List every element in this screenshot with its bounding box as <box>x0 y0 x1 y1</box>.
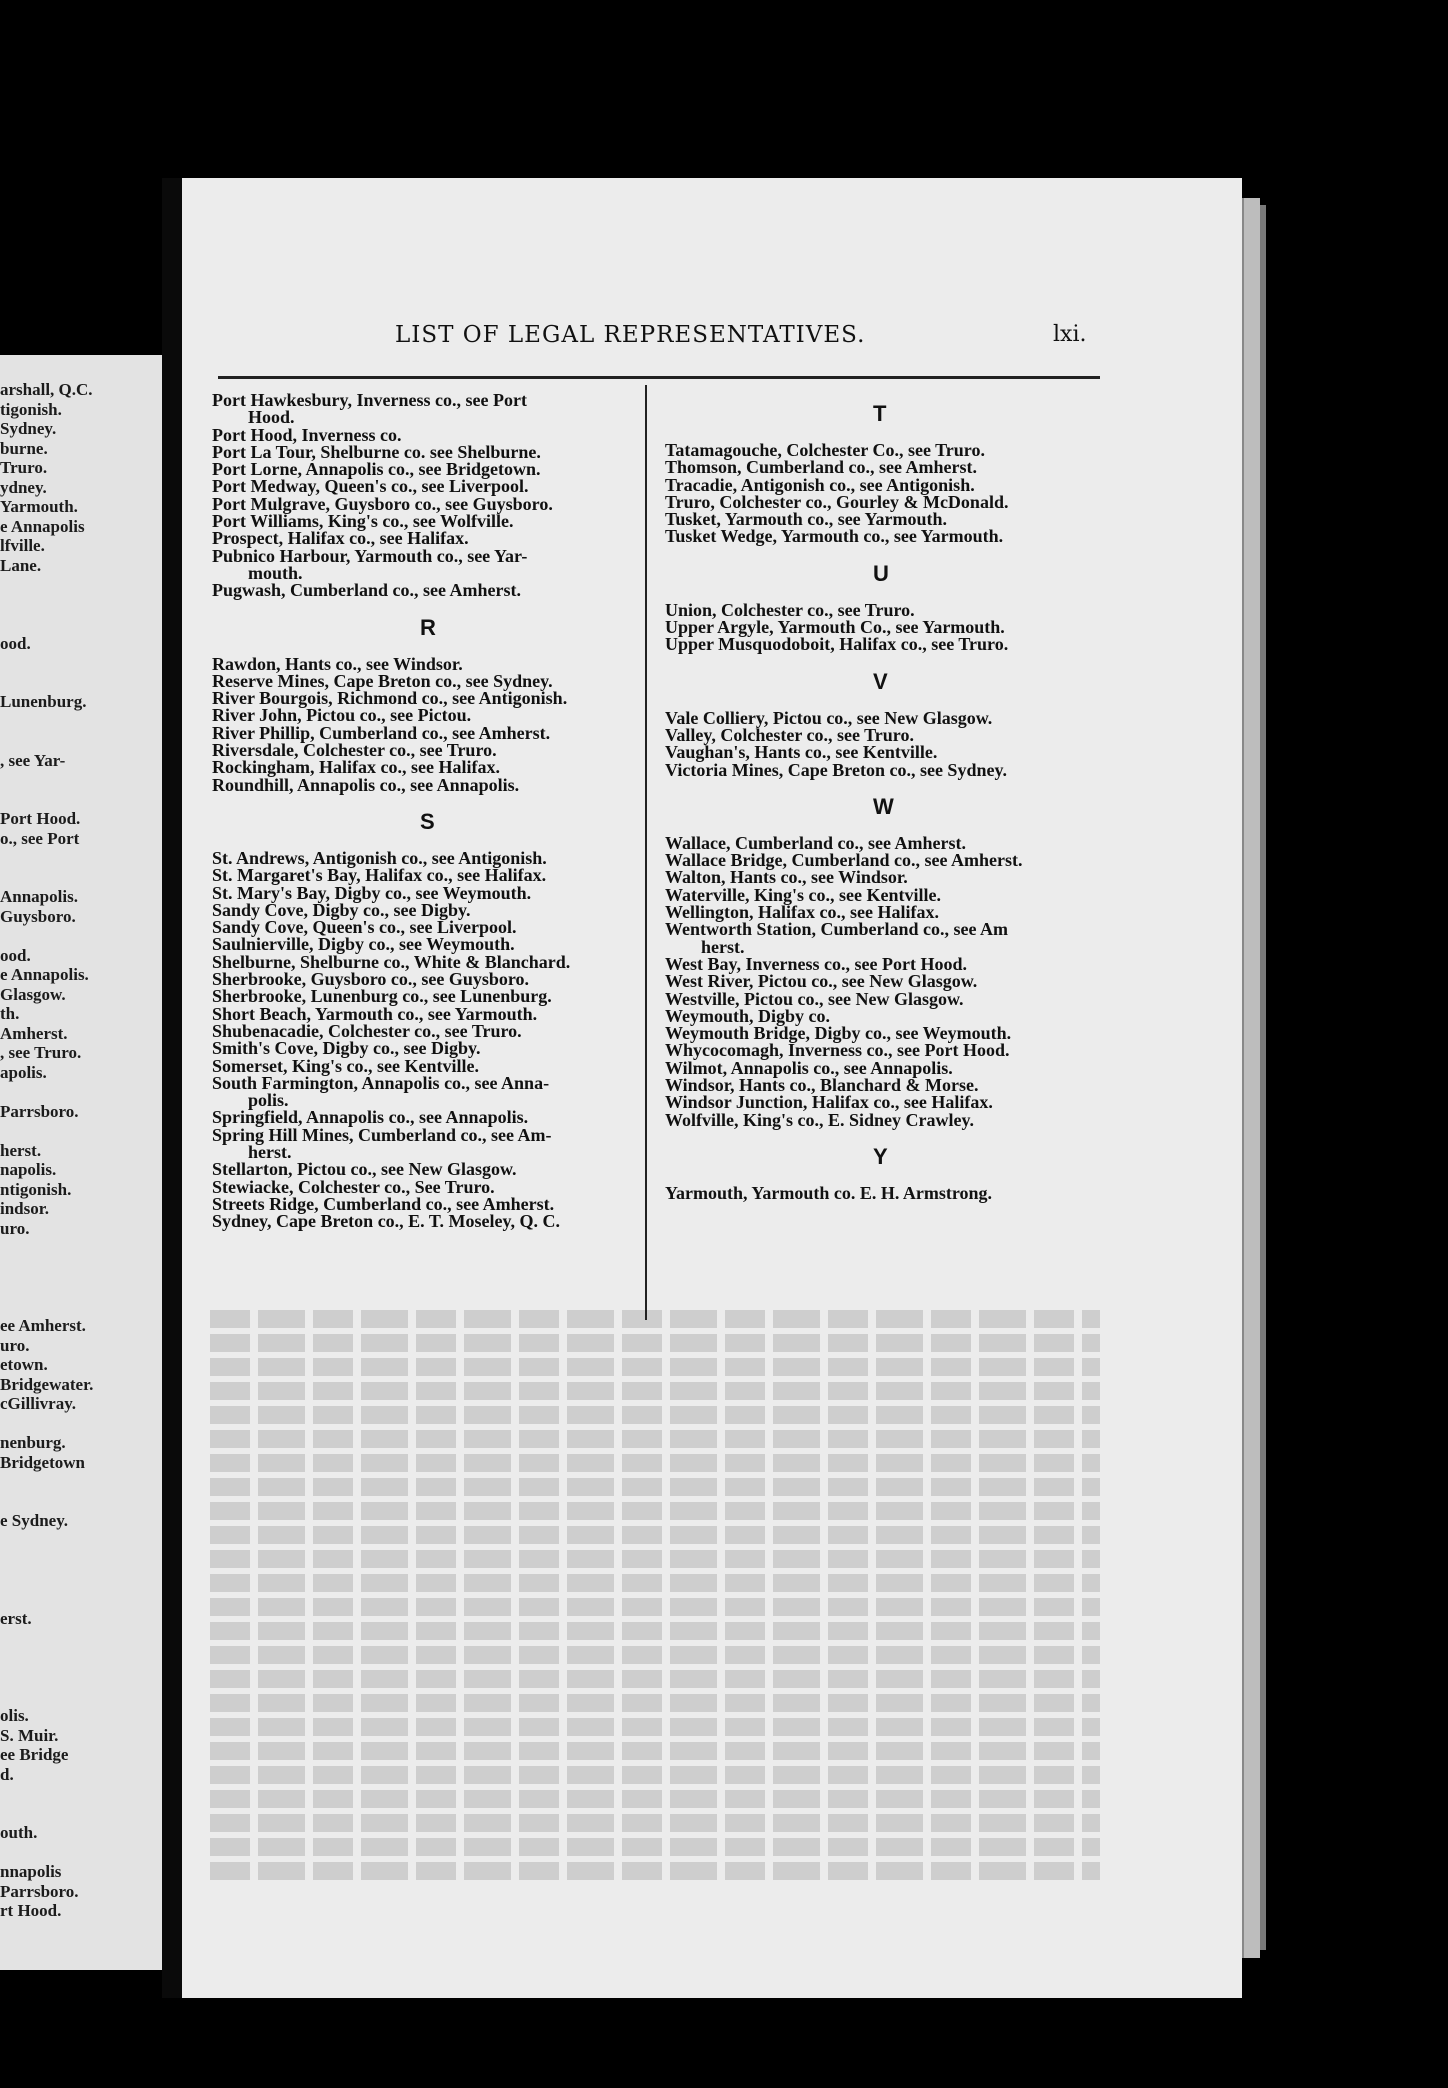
bleed-through-line <box>210 1622 1100 1640</box>
entry-text: Port Hawkesbury, Inverness co., see Port <box>212 390 527 410</box>
facing-page-line: arshall, Q.C. <box>0 380 93 399</box>
entry-text: Wentworth Station, Cumberland co., see Am <box>665 919 1008 940</box>
section-letter: U <box>873 560 889 586</box>
directory-entry <box>212 1213 642 1230</box>
entry-text: Springfield, Annapolis co., see Annapolis. <box>212 1107 529 1128</box>
facing-page-line: ood. <box>0 633 31 653</box>
facing-page-line: Sydney. <box>0 419 57 438</box>
facing-page-line: uro. <box>0 1335 30 1355</box>
directory-entry <box>212 582 642 599</box>
entry-text: Port Medway, Queen's co., see Liverpool. <box>212 476 529 497</box>
entry-text: Streets Ridge, Cumberland co., see Amherst. <box>212 1193 555 1214</box>
entry-text: Yarmouth, Yarmouth co. E. H. Armstrong. <box>665 1182 992 1203</box>
entry-text: St. Andrews, Antigonish co., see Antigonish. <box>212 847 547 868</box>
entry-text: Walton, Hants co., see Windsor. <box>665 867 908 888</box>
bleed-through-line <box>210 1838 1100 1856</box>
entry-text: Pugwash, Cumberland co., see Amherst. <box>212 580 521 601</box>
column-right <box>665 386 1105 1202</box>
facing-page-line: e Sydney. <box>0 1511 69 1530</box>
facing-page-line: burne. <box>0 438 48 458</box>
directory-entry <box>212 1072 642 1111</box>
facing-page-line: nnapolis <box>0 1862 62 1881</box>
bleed-through-line <box>210 1766 1100 1784</box>
facing-page-line: Guysboro. <box>0 906 76 926</box>
facing-page-line: indsor. <box>0 1199 49 1218</box>
entry-text: Victoria Mines, Cape Breton co., see Sydney. <box>665 759 1007 780</box>
page-number: lxi. <box>1053 322 1087 347</box>
directory-entry <box>212 1124 642 1162</box>
entry-text: Smith's Cove, Digby co., see Digby. <box>212 1038 481 1059</box>
entry-text: Upper Argyle, Yarmouth Co., see Yarmouth. <box>665 617 1005 638</box>
facing-page-line: nenburg. <box>0 1433 66 1452</box>
facing-page-line: etown. <box>0 1355 48 1374</box>
facing-page-line: , see Yar- <box>0 750 66 770</box>
facing-page-line: cGillivray. <box>0 1394 77 1413</box>
facing-page-line: apolis. <box>0 1062 47 1082</box>
entry-text: Tracadie, Antigonish co., see Antigonish. <box>665 474 975 495</box>
entry-text: Vaughan's, Hants co., see Kentville. <box>665 742 938 763</box>
entry-continuation: herst. <box>248 1141 292 1162</box>
entry-text: Thomson, Cumberland co., see Amherst. <box>665 457 978 478</box>
entry-text: Weymouth, Digby co. <box>665 1005 831 1026</box>
entry-text: St. Mary's Bay, Digby co., see Weymouth. <box>212 882 532 903</box>
bleed-through-line <box>210 1430 1100 1448</box>
entry-text: River Phillip, Cumberland co., see Amherst. <box>212 722 551 743</box>
entry-text: South Farmington, Annapolis co., see Anna- <box>212 1072 550 1093</box>
directory-entry <box>665 1109 1105 1130</box>
entry-text: Wolfville, King's co., E. Sidney Crawley. <box>665 1109 975 1130</box>
entry-text: Waterville, King's co., see Kentville. <box>665 884 941 905</box>
entry-text: Upper Musquodoboit, Halifax co., see Truro. <box>665 634 1009 655</box>
bleed-through-line <box>210 1550 1100 1568</box>
entry-text: Tatamagouche, Colchester Co., see Truro. <box>665 440 985 460</box>
entry-text: Rawdon, Hants co., see Windsor. <box>212 653 463 674</box>
directory-entry <box>665 636 1105 653</box>
page-title: LIST OF LEGAL REPRESENTATIVES. <box>395 322 866 348</box>
entry-text: Wallace Bridge, Cumberland co., see Amherst. <box>665 850 1023 871</box>
facing-page-line: ntigonish. <box>0 1179 72 1199</box>
directory-entry <box>665 1182 1105 1203</box>
entry-text: Whycocomagh, Inverness co., see Port Hood. <box>665 1040 1010 1061</box>
facing-page-line: th. <box>0 1004 20 1023</box>
entry-text: Roundhill, Annapolis co., see Annapolis. <box>212 774 520 795</box>
bleed-through-line <box>210 1334 1100 1352</box>
section-letter: V <box>873 668 888 694</box>
entry-text: River Bourgois, Richmond co., see Antigonish. <box>212 688 568 709</box>
bleed-through-line <box>210 1670 1100 1688</box>
entry-text: Windsor Junction, Halifax co., see Halifax. <box>665 1092 993 1113</box>
entry-text: Tusket, Yarmouth co., see Yarmouth. <box>665 509 948 530</box>
facing-page-line: tigonish. <box>0 399 62 419</box>
entry-text: Shubenacadie, Colchester co., see Truro. <box>212 1020 522 1041</box>
directory-entry <box>212 545 642 583</box>
entry-text: Vale Colliery, Pictou co., see New Glasgow. <box>665 707 993 728</box>
facing-page-line: ee Amherst. <box>0 1316 86 1335</box>
entry-text: Prospect, Halifax co., see Halifax. <box>212 528 469 549</box>
entry-text: Weymouth Bridge, Digby co., see Weymouth. <box>665 1023 1012 1044</box>
bleed-through-line <box>210 1382 1100 1400</box>
entry-text: Port La Tour, Shelburne co. see Shelburne. <box>212 441 541 462</box>
entry-text: Saulnierville, Digby co., see Weymouth. <box>212 934 515 955</box>
facing-page-line: rt Hood. <box>0 1901 62 1920</box>
facing-page-line: Parrsboro. <box>0 1881 79 1901</box>
page-edge <box>1242 198 1260 1958</box>
facing-page-line: Annapolis. <box>0 887 78 906</box>
bleed-through-text <box>210 1310 1100 1910</box>
header-rule <box>218 376 1100 379</box>
bleed-through-line <box>210 1718 1100 1736</box>
entry-text: Sydney, Cape Breton co., E. T. Moseley, Q. C. <box>212 1211 561 1232</box>
bleed-through-line <box>210 1454 1100 1472</box>
entry-text: Wellington, Halifax co., see Halifax. <box>665 902 939 923</box>
bleed-through-line <box>210 1742 1100 1760</box>
entry-text: Reserve Mines, Cape Breton co., see Sydney. <box>212 670 553 691</box>
entry-text: Shelburne, Shelburne co., White & Blanchard. <box>212 951 571 972</box>
facing-page-line: ee Bridge <box>0 1745 69 1764</box>
entry-continuation: polis. <box>248 1090 289 1111</box>
directory-entry <box>212 392 642 427</box>
facing-page-line: herst. <box>0 1140 42 1160</box>
facing-page-fragment <box>0 355 162 1970</box>
entry-text: Stellarton, Pictou co., see New Glasgow. <box>212 1159 517 1180</box>
facing-page-line: ood. <box>0 945 31 965</box>
entry-text: Somerset, King's co., see Kentville. <box>212 1055 479 1076</box>
facing-page-line: olis. <box>0 1706 29 1725</box>
facing-page-line: Bridgewater. <box>0 1374 94 1394</box>
facing-page-line: napolis. <box>0 1160 57 1179</box>
facing-page-line: Lunenburg. <box>0 692 87 711</box>
directory-entry <box>665 528 1105 545</box>
facing-page-line: erst. <box>0 1608 32 1628</box>
facing-page-line: Amherst. <box>0 1023 68 1043</box>
entry-continuation: herst. <box>701 936 745 957</box>
bleed-through-line <box>210 1358 1100 1376</box>
entry-text: Sandy Cove, Queen's co., see Liverpool. <box>212 917 517 938</box>
entry-continuation: mouth. <box>248 562 303 583</box>
entry-text: Valley, Colchester co., see Truro. <box>665 724 914 745</box>
bleed-through-line <box>210 1694 1100 1712</box>
facing-page-line: Parrsboro. <box>0 1101 79 1121</box>
facing-page-line: ydney. <box>0 477 47 497</box>
entry-text: Truro, Colchester co., Gourley & McDonald. <box>665 491 1009 512</box>
facing-page-line: d. <box>0 1764 14 1784</box>
entry-text: Wallace, Cumberland co., see Amherst. <box>665 832 966 853</box>
entry-text: Union, Colchester co., see Truro. <box>665 599 915 620</box>
bleed-through-line <box>210 1862 1100 1880</box>
entry-text: Stewiacke, Colchester co., See Truro. <box>212 1176 495 1197</box>
facing-page-line: e Annapolis <box>0 516 85 536</box>
directory-entry <box>665 921 1105 956</box>
entry-text: Port Hood, Inverness co. <box>212 424 402 445</box>
entry-continuation: Hood. <box>248 407 295 428</box>
page-edge-shadow <box>1260 205 1266 1950</box>
entry-text: St. Margaret's Bay, Halifax co., see Halifax. <box>212 865 547 886</box>
directory-entry <box>665 759 1105 780</box>
bleed-through-line <box>210 1310 1100 1328</box>
section-letter: S <box>420 808 435 834</box>
column-left <box>212 392 642 1230</box>
section-letter: Y <box>873 1143 888 1169</box>
entry-text: Riversdale, Colchester co., see Truro. <box>212 740 497 761</box>
entry-text: Sandy Cove, Digby co., see Digby. <box>212 899 471 920</box>
entry-text: Sherbrooke, Guysboro co., see Guysboro. <box>212 969 530 990</box>
bleed-through-line <box>210 1574 1100 1592</box>
bleed-through-line <box>210 1502 1100 1520</box>
section-letter: W <box>873 793 894 819</box>
facing-page-line: S. Muir. <box>0 1725 59 1745</box>
bleed-through-line <box>210 1478 1100 1496</box>
entry-text: Port Williams, King's co., see Wolfville. <box>212 511 514 532</box>
entry-text: Port Mulgrave, Guysboro co., see Guysboro. <box>212 493 553 514</box>
facing-page-line: lfville. <box>0 536 45 555</box>
entry-text: Wilmot, Annapolis co., see Annapolis. <box>665 1057 953 1078</box>
entry-text: West Bay, Inverness co., see Port Hood. <box>665 953 967 974</box>
entry-text: River John, Pictou co., see Pictou. <box>212 705 472 726</box>
entry-text: Spring Hill Mines, Cumberland co., see Am- <box>212 1124 552 1145</box>
entry-text: Port Lorne, Annapolis co., see Bridgetown. <box>212 459 541 480</box>
entry-text: Tusket Wedge, Yarmouth co., see Yarmouth. <box>665 526 1004 547</box>
entry-text: Westville, Pictou co., see New Glasgow. <box>665 988 964 1009</box>
section-letter: T <box>873 401 887 426</box>
directory-entry <box>212 774 642 795</box>
facing-page-line: , see Truro. <box>0 1043 82 1062</box>
entry-text: Rockingham, Halifax co., see Halifax. <box>212 757 500 778</box>
bleed-through-line <box>210 1406 1100 1424</box>
facing-page-line: outh. <box>0 1823 38 1842</box>
column-divider <box>645 385 647 1320</box>
facing-page-line: Glasgow. <box>0 984 66 1004</box>
facing-page-line: o., see Port <box>0 828 80 848</box>
entry-text: West River, Pictou co., see New Glasgow. <box>665 971 978 992</box>
facing-page-line: Port Hood. <box>0 809 81 828</box>
bleed-through-line <box>210 1646 1100 1664</box>
bleed-through-line <box>210 1790 1100 1808</box>
entry-text: Sherbrooke, Lunenburg co., see Lunenburg. <box>212 986 552 1007</box>
facing-page-line: e Annapolis. <box>0 965 89 984</box>
entry-text: Windsor, Hants co., Blanchard & Morse. <box>665 1075 979 1096</box>
book-gutter <box>162 178 182 1998</box>
facing-page-line: Lane. <box>0 555 42 575</box>
entry-text: Short Beach, Yarmouth co., see Yarmouth. <box>212 1003 538 1024</box>
bleed-through-line <box>210 1814 1100 1832</box>
bleed-through-line <box>210 1526 1100 1544</box>
bleed-through-line <box>210 1598 1100 1616</box>
facing-page-line: Truro. <box>0 458 48 477</box>
facing-page-line: Yarmouth. <box>0 497 78 516</box>
section-letter: R <box>420 614 436 640</box>
facing-page-line: uro. <box>0 1218 30 1238</box>
entry-text: Pubnico Harbour, Yarmouth co., see Yar- <box>212 545 528 566</box>
facing-page-line: Bridgetown <box>0 1452 85 1472</box>
